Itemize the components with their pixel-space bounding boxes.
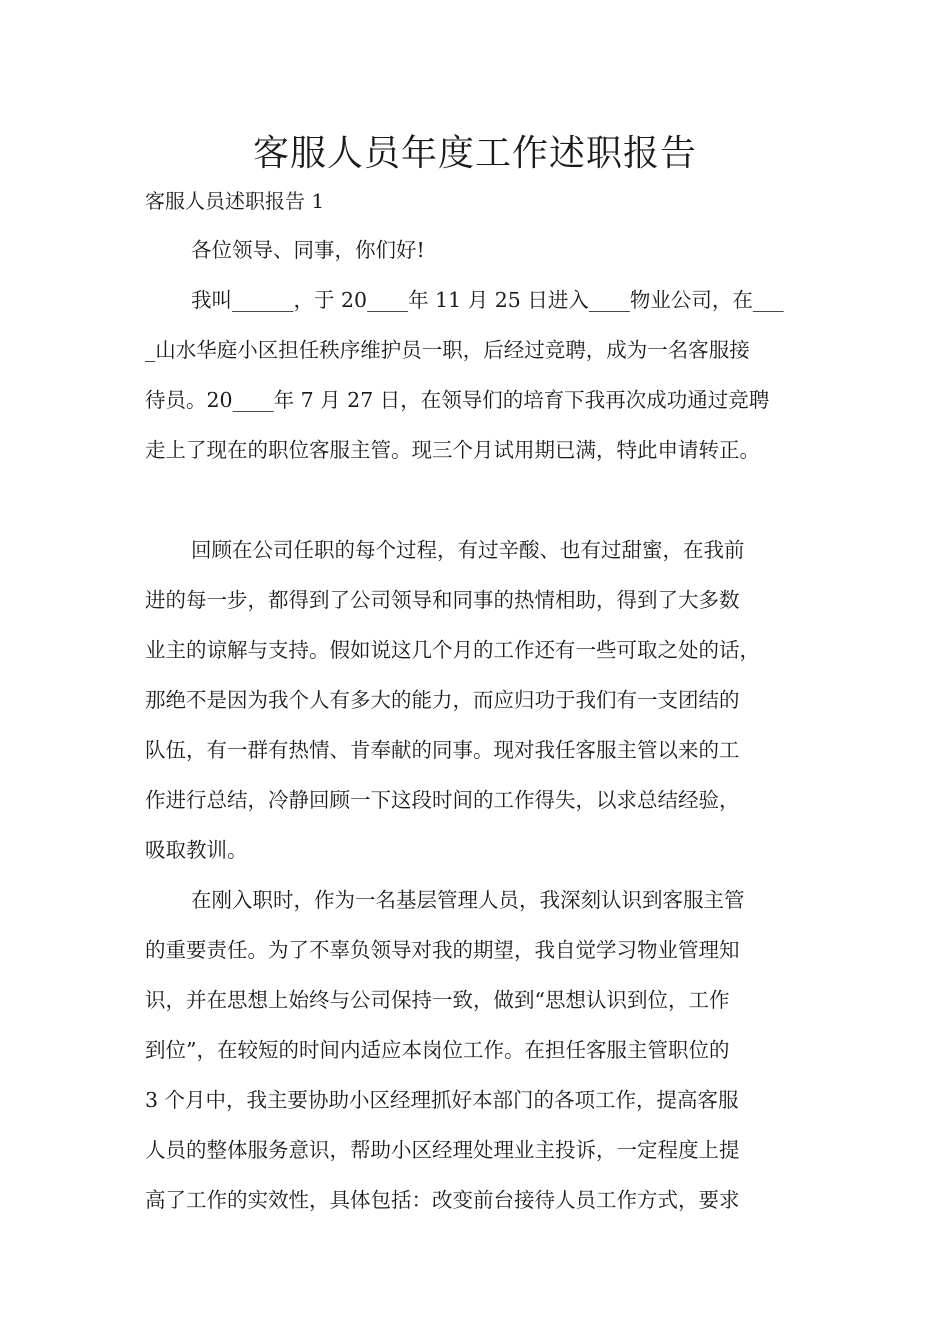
paragraph-line: 高了工作的实效性，具体包括：改变前台接待人员工作方式，要求 xyxy=(145,1188,740,1212)
paragraph-line: 作进行总结，冷静回顾一下这段时间的工作得失，以求总结经验， xyxy=(145,788,740,812)
paragraph-line: 回顾在公司任职的每个过程，有过辛酸、也有过甜蜜，在我前 xyxy=(191,538,745,562)
paragraph-line: 业主的谅解与支持。假如说这几个月的工作还有一些可取之处的话， xyxy=(145,638,760,662)
paragraph-line: 队伍，有一群有热情、肯奉献的同事。现对我任客服主管以来的工 xyxy=(145,738,740,762)
paragraph-line: 到位”，在较短的时间内适应本岗位工作。在担任客服主管职位的 xyxy=(145,1038,730,1062)
paragraph-line: 那绝不是因为我个人有多大的能力，而应归功于我们有一支团结的 xyxy=(145,688,740,712)
paragraph-line: 我叫______，于 20____年 11 月 25 日进入____物业公司，在___ xyxy=(191,288,784,312)
paragraph-line: 吸取教训。 xyxy=(145,838,248,862)
greeting-line: 各位领导、同事，你们好! xyxy=(191,238,425,262)
paragraph-line: 待员。20____年 7 月 27 日，在领导们的培育下我再次成功通过竞聘 xyxy=(145,388,770,412)
paragraph-line: 走上了现在的职位客服主管。现三个月试用期已满，特此申请转正。 xyxy=(145,438,760,462)
paragraph-line: 识，并在思想上始终与公司保持一致，做到“思想认识到位，工作 xyxy=(145,988,730,1012)
paragraph-line: 在刚入职时，作为一名基层管理人员，我深刻认识到客服主管 xyxy=(191,888,745,912)
paragraph-line: 人员的整体服务意识，帮助小区经理处理业主投诉，一定程度上提 xyxy=(145,1138,740,1162)
section-heading: 客服人员述职报告 1 xyxy=(145,189,325,213)
document-title: 客服人员年度工作述职报告 xyxy=(252,133,697,174)
paragraph-line: 的重要责任。为了不辜负领导对我的期望，我自觉学习物业管理知 xyxy=(145,938,740,962)
paragraph-line: _山水华庭小区担任秩序维护员一职，后经过竞聘，成为一名客服接 xyxy=(145,338,750,362)
paragraph-line: 进的每一步，都得到了公司领导和同事的热情相助，得到了大多数 xyxy=(145,588,740,612)
paragraph-line: 3 个月中，我主要协助小区经理抓好本部门的各项工作，提高客服 xyxy=(145,1088,739,1112)
